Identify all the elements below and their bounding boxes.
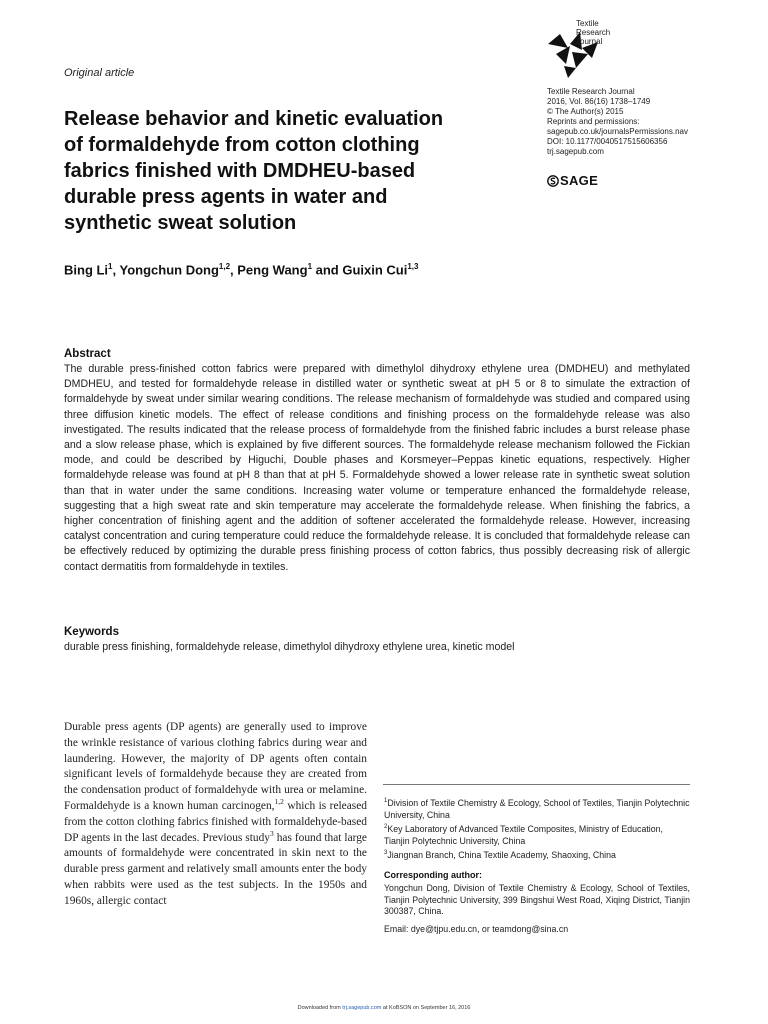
publisher-name: SAGE (560, 173, 599, 188)
affiliation-item: $^3$Jiangnan Branch, China Textile Academy, Shaoxing, China (384, 850, 616, 861)
author-name: Peng Wang (237, 262, 308, 278)
sage-icon (547, 175, 559, 187)
copyright: © The Author(s) 2015 (547, 107, 624, 116)
author-name: Yongchun Dong (119, 262, 219, 278)
title-line: fabrics finished with DMDHEU-based (64, 160, 416, 182)
author-affil-ref: 1,2 (218, 262, 231, 271)
author-affil-ref: 1 (108, 262, 113, 271)
footnote-divider (383, 784, 690, 785)
journal-url[interactable]: trj.sagepub.com (547, 147, 604, 156)
author-name: Bing Li (64, 262, 109, 278)
journal-meta (547, 87, 757, 157)
journal-logo-text: Textile Research Journal (576, 19, 611, 46)
author-list: Bing Li$^1$, Yongchun Dong$^{1,2}$, Peng Wang$^1$ and Guixin Cui$^{1,3}$ (64, 262, 419, 278)
keywords-heading: Keywords (64, 626, 119, 638)
affiliation-item: $^1$Division of Textile Chemistry & Ecology, School of Textiles, Tianjin Polytechnic University, China (384, 797, 690, 820)
reprints-label: Reprints and permissions: (547, 117, 640, 126)
affiliations (384, 796, 690, 863)
keywords-text: durable press finishing, formaldehyde release, dimethylol dihydroxy ethylene urea, kinetic model (64, 641, 515, 653)
article-title (64, 106, 514, 236)
title-line: of formaldehyde from cotton clothing (64, 134, 420, 156)
publisher-logo (547, 173, 598, 188)
journal-volume: 2016, Vol. 86(16) 1738–1749 (547, 97, 651, 106)
corresponding-author-heading: Corresponding author: (384, 870, 482, 880)
citation-ref[interactable]: 3 (270, 828, 274, 838)
corresponding-author-address: Yongchun Dong, Division of Textile Chemistry & Ecology, School of Textiles, Tianjin Polytechnic University, 399 Bingshui West Road, Xiqing District, Tianjin 300387, China. (384, 883, 690, 917)
affiliation-item: $^2$Key Laboratory of Advanced Textile Composites, Ministry of Education, Tianjin Polytechnic University, China (384, 824, 663, 846)
author-affil-ref: 1 (307, 262, 313, 271)
journal-name: Textile Research Journal (547, 87, 635, 96)
title-line: Release behavior and kinetic evaluation (64, 108, 444, 130)
abstract-heading: Abstract (64, 348, 111, 360)
author-affil-ref: 1,3 (407, 262, 419, 271)
footer-link[interactable]: trj.sagepub.com (342, 1005, 382, 1011)
abstract-text: The durable press-finished cotton fabrics were prepared with dimethylol dihydroxy ethylene urea (DMDHEU) and methylated DMDHEU, and tested for formaldehyde release in distilled water or synthetic sweat at pH 5 or 8 to simulate the extraction of formaldehyde by sweat under similar wearing conditions. The release mechanism of formaldehyde was studied and compared using three diffusion kinetic models. The effect of release conditions and finishing process on the formaldehyde release was also investigated. The results indicated that the release process of formaldehyde from the finished fabric includes a burst release phase and a slow release phase, which is explained by five different sources. The formaldehyde release mechanism followed the Fickian mode, and could be described by Higuchi, Double phases and Korsmeyer–Peppas kinetic equations, respectively. Higher formaldehyde release was found at pH 8 than that at pH 5. Formaldehyde showed a lower release rate in synthetic sweat solution than that in water under the same conditions. Increasing water volume or temperature enhanced the formaldehyde release, suggesting that a high sweat rate and skin temperature may accelerate the formaldehyde release. When finishing the fabrics, a higher concentration of finishing agent and the addition of softener accelerated the formaldehyde release. However, increasing catalyst concentration and curing temperature could reduce the formaldehyde release. It is concluded that formaldehyde release can be effectively reduced by optimizing the durable press finishing process of cotton fabrics, thus possibly decreasing risk of allergic contact dermatitis from formaldehyde in textiles. (64, 363, 690, 573)
download-footer: Downloaded from trj.sagepub.com at KoBSON on September 16, 2016 (297, 1005, 471, 1011)
intro-paragraph: Durable press agents (DP agents) are generally used to improve the wrinkle resistance of various clothing fabrics during wear and laundering. However, the majority of DP agents often contain significant levels of formaldehyde because they are created from the condensation product of formaldehyde with urea or melamine. Formaldehyde is a known human carcinogen,$^{1,2}$ which is released from the cotton clothing fabrics finished with formaldehyde-based DP agents in the last decades. Previous study$^3$ has found that large amounts of formaldehyde were concentrated in skin next to the durable press garment and relatively small amounts enter the body when rabbits were used as the test subjects. In the 1950s and 1960s, allergic contact (64, 721, 367, 907)
permissions-link[interactable]: sagepub.co.uk/journalsPermissions.nav (547, 127, 688, 136)
title-line: durable press agents in water and (64, 186, 388, 208)
doi[interactable]: DOI: 10.1177/0040517515606356 (547, 137, 668, 146)
article-type: Original article (64, 67, 135, 79)
title-line: synthetic sweat solution (64, 212, 297, 234)
citation-ref[interactable]: 1,2 (274, 797, 284, 807)
author-name: Guixin Cui (342, 262, 408, 278)
corresponding-author-email[interactable]: Email: dye@tjpu.edu.cn, or teamdong@sina.cn (384, 924, 569, 934)
